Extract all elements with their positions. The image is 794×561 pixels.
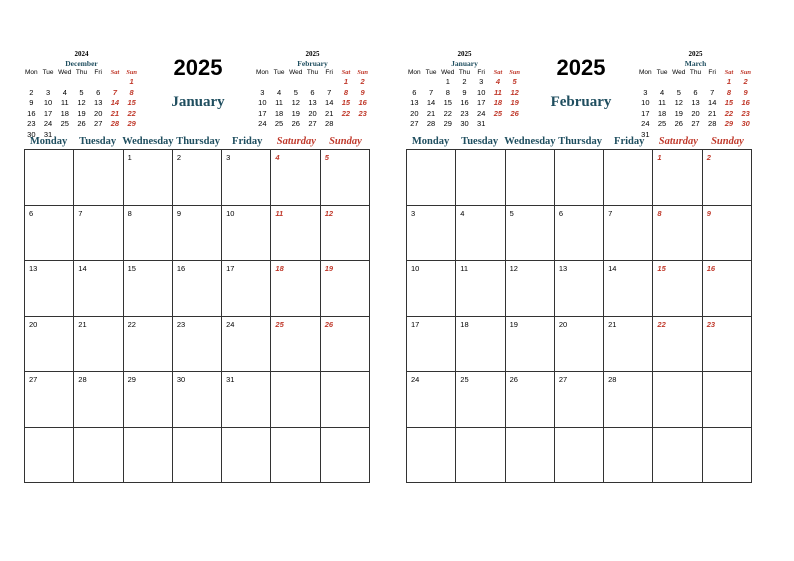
day-cell: 12 xyxy=(506,261,555,317)
day-cell: 13 xyxy=(25,261,74,317)
mini-day: 19 xyxy=(77,108,86,118)
mini-day: 18 xyxy=(60,108,69,118)
mini-empty-cell xyxy=(107,77,124,88)
mini-day: 19 xyxy=(674,108,683,118)
empty-day-cell xyxy=(653,372,702,428)
empty-day-cell xyxy=(222,428,271,484)
mini-day: 9 xyxy=(462,87,467,97)
empty-day-cell xyxy=(407,428,456,484)
day-cell: 2 xyxy=(173,150,222,206)
empty-day-cell xyxy=(703,428,752,484)
mini-day: 16 xyxy=(741,98,750,107)
day-cell: 21 xyxy=(74,317,123,373)
mini-calendar-next xyxy=(637,50,754,140)
mini-weekday-label: Fri xyxy=(477,69,485,76)
mini-day: 8 xyxy=(445,87,450,97)
mini-day: 8 xyxy=(726,87,731,97)
empty-day-cell xyxy=(321,428,370,484)
mini-weekday-label: Sat xyxy=(110,69,120,76)
empty-day-cell xyxy=(456,150,505,206)
mini-day: 17 xyxy=(258,108,267,118)
day-cell: 15 xyxy=(653,261,702,317)
mini-empty-cell xyxy=(23,77,40,88)
mini-day: 28 xyxy=(325,119,334,128)
mini-day: 21 xyxy=(708,108,717,118)
mini-day: 2 xyxy=(360,77,365,86)
mini-day: 5 xyxy=(676,87,681,97)
mini-day: 27 xyxy=(308,119,317,128)
mini-weekday-label: Sun xyxy=(357,69,369,76)
weekday-header: Friday xyxy=(232,136,263,147)
mini-day: 23 xyxy=(460,108,469,118)
mini-weekday-label: Thu xyxy=(75,69,88,76)
mini-day: 30 xyxy=(460,119,469,128)
weekday-header: Friday xyxy=(614,136,645,147)
mini-day: 24 xyxy=(477,108,486,118)
mini-day: 29 xyxy=(724,119,734,128)
mini-empty-cell xyxy=(321,77,338,88)
day-cell: 4 xyxy=(271,150,320,206)
mini-day: 8 xyxy=(129,87,134,97)
mini-day: 17 xyxy=(641,108,650,118)
mini-day: 9 xyxy=(360,87,365,97)
day-cell: 1 xyxy=(124,150,173,206)
mini-empty-cell xyxy=(406,77,423,88)
day-cell: 18 xyxy=(456,317,505,373)
day-cell: 29 xyxy=(124,372,173,428)
mini-weekday-label: Sat xyxy=(724,69,734,76)
mini-month: December xyxy=(65,59,98,68)
empty-day-cell xyxy=(25,150,74,206)
mini-day: 17 xyxy=(477,98,486,107)
mini-day: 3 xyxy=(260,87,265,97)
mini-year: 2025 xyxy=(457,50,472,58)
mini-day: 20 xyxy=(410,108,419,118)
mini-day: 12 xyxy=(510,87,519,97)
empty-day-cell xyxy=(555,150,604,206)
mini-day: 7 xyxy=(112,87,117,97)
mini-day: 20 xyxy=(308,108,317,118)
empty-day-cell xyxy=(653,428,702,484)
day-cell: 20 xyxy=(25,317,74,373)
mini-weekday-label: Fri xyxy=(94,69,102,76)
mini-weekday-label: Thu xyxy=(458,69,471,76)
mini-day: 28 xyxy=(708,119,717,128)
weekday-header: Monday xyxy=(411,136,450,147)
mini-day: 29 xyxy=(443,119,452,128)
mini-day: 26 xyxy=(674,119,683,128)
day-grid xyxy=(406,149,752,483)
mini-day: 6 xyxy=(96,87,101,97)
mini-weekday-label: Sun xyxy=(126,69,138,76)
mini-day: 1 xyxy=(343,77,348,86)
day-cell: 8 xyxy=(653,206,702,262)
weekday-header: Saturday xyxy=(658,136,698,147)
mini-day: 21 xyxy=(325,108,334,118)
mini-day: 9 xyxy=(29,98,34,107)
calendar-page-february xyxy=(397,0,794,561)
day-cell: 13 xyxy=(555,261,604,317)
mini-month: February xyxy=(297,59,328,68)
mini-empty-cell xyxy=(304,77,321,88)
empty-day-cell xyxy=(604,150,653,206)
mini-weekday-label: Wed xyxy=(441,69,455,76)
mini-day: 18 xyxy=(274,108,284,118)
mini-year: 2025 xyxy=(305,50,320,58)
mini-day: 29 xyxy=(127,119,136,128)
mini-day: 12 xyxy=(674,98,683,107)
empty-day-cell xyxy=(25,428,74,484)
mini-day: 2 xyxy=(29,87,34,97)
mini-day: 27 xyxy=(410,119,419,128)
empty-day-cell xyxy=(173,428,222,484)
empty-day-cell xyxy=(124,428,173,484)
mini-day: 22 xyxy=(443,108,452,118)
day-cell: 10 xyxy=(222,206,271,262)
mini-grid xyxy=(637,68,754,140)
mini-day: 3 xyxy=(479,77,484,86)
mini-day: 24 xyxy=(258,119,267,128)
day-cell: 23 xyxy=(703,317,752,373)
day-cell: 15 xyxy=(124,261,173,317)
page-month-title: January xyxy=(171,94,225,110)
mini-day: 15 xyxy=(443,98,452,107)
mini-day: 11 xyxy=(658,98,666,107)
weekday-header: Monday xyxy=(29,136,68,147)
day-cell: 9 xyxy=(703,206,752,262)
day-cell: 27 xyxy=(25,372,74,428)
mini-day: 15 xyxy=(724,98,734,107)
mini-day: 15 xyxy=(341,98,351,107)
mini-grid xyxy=(406,68,523,130)
mini-day: 4 xyxy=(659,87,665,97)
mini-day: 4 xyxy=(276,87,282,97)
mini-month: January xyxy=(451,59,478,68)
mini-day: 6 xyxy=(693,87,698,97)
day-cell: 26 xyxy=(321,317,370,373)
mini-day: 27 xyxy=(691,119,700,128)
mini-weekday-label: Sun xyxy=(509,69,521,76)
mini-weekday-label: Fri xyxy=(325,69,333,76)
mini-day: 12 xyxy=(291,98,300,107)
mini-day: 14 xyxy=(110,98,120,107)
mini-year: 2024 xyxy=(74,50,89,58)
empty-day-cell xyxy=(703,372,752,428)
weekday-header: Sunday xyxy=(711,136,744,147)
mini-day: 8 xyxy=(343,87,348,97)
day-cell: 16 xyxy=(173,261,222,317)
mini-day: 5 xyxy=(293,87,298,97)
mini-weekday-label: Sat xyxy=(493,69,503,76)
mini-weekday-label: Mon xyxy=(25,69,38,76)
mini-day: 15 xyxy=(127,98,136,107)
weekday-header: Tuesday xyxy=(461,136,499,147)
mini-day: 25 xyxy=(657,119,667,128)
mini-empty-cell xyxy=(90,77,107,88)
day-cell: 21 xyxy=(604,317,653,373)
empty-day-cell xyxy=(555,428,604,484)
mini-day: 31 xyxy=(477,119,486,128)
mini-empty-cell xyxy=(73,77,90,88)
mini-weekday-label: Mon xyxy=(408,69,421,76)
mini-weekday-label: Thu xyxy=(689,69,702,76)
day-cell: 6 xyxy=(25,206,74,262)
mini-day: 20 xyxy=(94,108,103,118)
weekday-header: Thursday xyxy=(558,136,602,147)
empty-day-cell xyxy=(74,150,123,206)
day-cell: 17 xyxy=(407,317,456,373)
mini-weekday-label: Tue xyxy=(273,69,285,76)
mini-day: 22 xyxy=(724,108,734,118)
mini-day: 30 xyxy=(27,129,36,139)
day-cell: 26 xyxy=(506,372,555,428)
mini-day: 19 xyxy=(510,98,519,107)
mini-day: 11 xyxy=(494,87,502,97)
day-cell: 25 xyxy=(456,372,505,428)
mini-day: 14 xyxy=(426,98,436,107)
weekday-header: Wednesday xyxy=(122,136,174,147)
mini-day: 10 xyxy=(258,98,267,107)
mini-weekday-label: Tue xyxy=(656,69,668,76)
mini-day: 10 xyxy=(477,87,486,97)
mini-day: 25 xyxy=(60,119,69,128)
weekday-header: Sunday xyxy=(329,136,362,147)
mini-empty-cell xyxy=(670,77,687,88)
day-cell: 3 xyxy=(222,150,271,206)
day-cell: 19 xyxy=(321,261,370,317)
mini-empty-cell xyxy=(704,77,721,88)
day-cell: 30 xyxy=(173,372,222,428)
mini-empty-cell xyxy=(687,77,704,88)
mini-day: 10 xyxy=(641,98,650,107)
mini-day: 24 xyxy=(641,119,650,128)
day-cell: 24 xyxy=(222,317,271,373)
mini-weekday-label: Sun xyxy=(740,69,752,76)
day-cell: 27 xyxy=(555,372,604,428)
mini-day: 7 xyxy=(710,87,715,97)
day-cell: 20 xyxy=(555,317,604,373)
day-cell: 23 xyxy=(173,317,222,373)
mini-empty-cell xyxy=(287,77,304,88)
day-cell: 7 xyxy=(604,206,653,262)
mini-weekday-label: Fri xyxy=(708,69,716,76)
mini-day: 25 xyxy=(493,108,503,118)
mini-day: 28 xyxy=(426,119,436,128)
mini-day: 13 xyxy=(308,98,317,107)
day-cell: 28 xyxy=(604,372,653,428)
mini-month: March xyxy=(684,59,707,68)
day-cell: 4 xyxy=(456,206,505,262)
empty-day-cell xyxy=(604,428,653,484)
day-cell: 24 xyxy=(407,372,456,428)
empty-day-cell xyxy=(506,150,555,206)
mini-weekday-label: Thu xyxy=(306,69,319,76)
mini-day: 16 xyxy=(460,98,469,107)
mini-day: 7 xyxy=(428,87,434,97)
empty-day-cell xyxy=(407,150,456,206)
mini-grid xyxy=(254,68,371,130)
mini-year: 2025 xyxy=(688,50,703,58)
mini-day: 28 xyxy=(110,119,120,128)
mini-weekday-label: Wed xyxy=(58,69,72,76)
mini-weekday-label: Mon xyxy=(639,69,652,76)
empty-day-cell xyxy=(506,428,555,484)
month-grid xyxy=(24,135,370,483)
day-cell: 11 xyxy=(456,261,505,317)
mini-day: 20 xyxy=(691,108,700,118)
day-cell: 31 xyxy=(222,372,271,428)
mini-weekday-label: Mon xyxy=(256,69,269,76)
mini-day: 7 xyxy=(327,87,332,97)
mini-grid xyxy=(23,68,140,140)
mini-day: 26 xyxy=(291,119,300,128)
mini-weekday-label: Tue xyxy=(42,69,54,76)
day-cell: 1 xyxy=(653,150,702,206)
day-cell: 9 xyxy=(173,206,222,262)
day-cell: 28 xyxy=(74,372,123,428)
weekday-header-row xyxy=(406,135,752,149)
mini-day: 19 xyxy=(291,108,300,118)
mini-day: 16 xyxy=(27,108,36,118)
day-cell: 8 xyxy=(124,206,173,262)
day-cell: 19 xyxy=(506,317,555,373)
mini-day: 30 xyxy=(741,119,750,128)
day-cell: 2 xyxy=(703,150,752,206)
mini-day: 25 xyxy=(274,119,284,128)
page-month-title: February xyxy=(550,94,612,110)
weekday-header-row xyxy=(24,135,370,149)
day-cell: 12 xyxy=(321,206,370,262)
day-cell: 5 xyxy=(321,150,370,206)
empty-day-cell xyxy=(271,428,320,484)
mini-day: 18 xyxy=(657,108,667,118)
day-cell: 17 xyxy=(222,261,271,317)
mini-day: 6 xyxy=(310,87,315,97)
mini-weekday-label: Sat xyxy=(341,69,351,76)
weekday-header: Thursday xyxy=(176,136,220,147)
mini-day: 22 xyxy=(127,108,136,118)
empty-day-cell xyxy=(456,428,505,484)
mini-day: 12 xyxy=(77,98,86,107)
mini-day: 4 xyxy=(495,77,500,86)
mini-day: 18 xyxy=(493,98,503,107)
mini-day: 1 xyxy=(726,77,731,86)
mini-weekday-label: Wed xyxy=(289,69,303,76)
mini-day: 10 xyxy=(43,98,53,107)
mini-day: 3 xyxy=(643,87,648,97)
mini-day: 13 xyxy=(691,98,700,107)
mini-day: 1 xyxy=(445,77,450,86)
mini-day: 21 xyxy=(110,108,120,118)
mini-empty-cell xyxy=(40,77,57,88)
mini-empty-cell xyxy=(637,77,654,88)
day-cell: 3 xyxy=(407,206,456,262)
page-year: 2025 xyxy=(173,55,223,80)
mini-empty-cell xyxy=(423,77,440,88)
day-grid xyxy=(24,149,370,483)
mini-day: 11 xyxy=(275,98,283,107)
mini-day: 26 xyxy=(510,108,519,118)
mini-day: 2 xyxy=(462,77,467,86)
day-cell: 22 xyxy=(653,317,702,373)
empty-day-cell xyxy=(271,372,320,428)
weekday-header: Tuesday xyxy=(79,136,117,147)
mini-day: 24 xyxy=(43,119,53,128)
mini-day: 13 xyxy=(94,98,103,107)
mini-day: 23 xyxy=(27,119,36,128)
empty-day-cell xyxy=(74,428,123,484)
month-grid xyxy=(406,135,752,483)
day-cell: 25 xyxy=(271,317,320,373)
mini-calendar-prev xyxy=(406,50,523,130)
mini-day: 14 xyxy=(708,98,717,107)
mini-day: 6 xyxy=(412,87,417,97)
mini-day: 23 xyxy=(741,108,750,118)
mini-empty-cell xyxy=(254,77,271,88)
empty-day-cell xyxy=(321,372,370,428)
mini-day: 3 xyxy=(45,87,51,97)
mini-empty-cell xyxy=(271,77,288,88)
mini-day: 14 xyxy=(325,98,334,107)
mini-empty-cell xyxy=(654,77,671,88)
mini-day: 11 xyxy=(60,98,69,107)
mini-day: 26 xyxy=(77,119,86,128)
mini-day: 5 xyxy=(79,87,84,97)
day-cell: 10 xyxy=(407,261,456,317)
mini-empty-cell xyxy=(56,77,73,88)
day-cell: 14 xyxy=(604,261,653,317)
mini-weekday-label: Wed xyxy=(672,69,686,76)
mini-day: 4 xyxy=(62,87,67,97)
mini-day: 21 xyxy=(426,108,436,118)
day-cell: 7 xyxy=(74,206,123,262)
mini-day: 22 xyxy=(341,108,351,118)
page-year: 2025 xyxy=(556,55,606,80)
day-cell: 6 xyxy=(555,206,604,262)
mini-day: 31 xyxy=(43,129,53,139)
mini-day: 16 xyxy=(358,98,367,107)
weekday-header: Wednesday xyxy=(504,136,556,147)
mini-day: 17 xyxy=(43,108,53,118)
day-cell: 11 xyxy=(271,206,320,262)
mini-day: 9 xyxy=(743,87,748,97)
mini-day: 13 xyxy=(410,98,419,107)
mini-calendar-prev xyxy=(23,50,140,140)
mini-day: 31 xyxy=(641,129,650,139)
mini-day: 1 xyxy=(129,77,134,86)
day-cell: 16 xyxy=(703,261,752,317)
mini-day: 5 xyxy=(512,77,517,86)
day-cell: 22 xyxy=(124,317,173,373)
mini-day: 2 xyxy=(743,77,748,86)
day-cell: 5 xyxy=(506,206,555,262)
mini-day: 27 xyxy=(94,119,103,128)
day-cell: 18 xyxy=(271,261,320,317)
mini-calendar-next xyxy=(254,50,371,130)
mini-weekday-label: Tue xyxy=(425,69,437,76)
mini-day: 23 xyxy=(358,108,367,118)
weekday-header: Saturday xyxy=(276,136,316,147)
day-cell: 14 xyxy=(74,261,123,317)
